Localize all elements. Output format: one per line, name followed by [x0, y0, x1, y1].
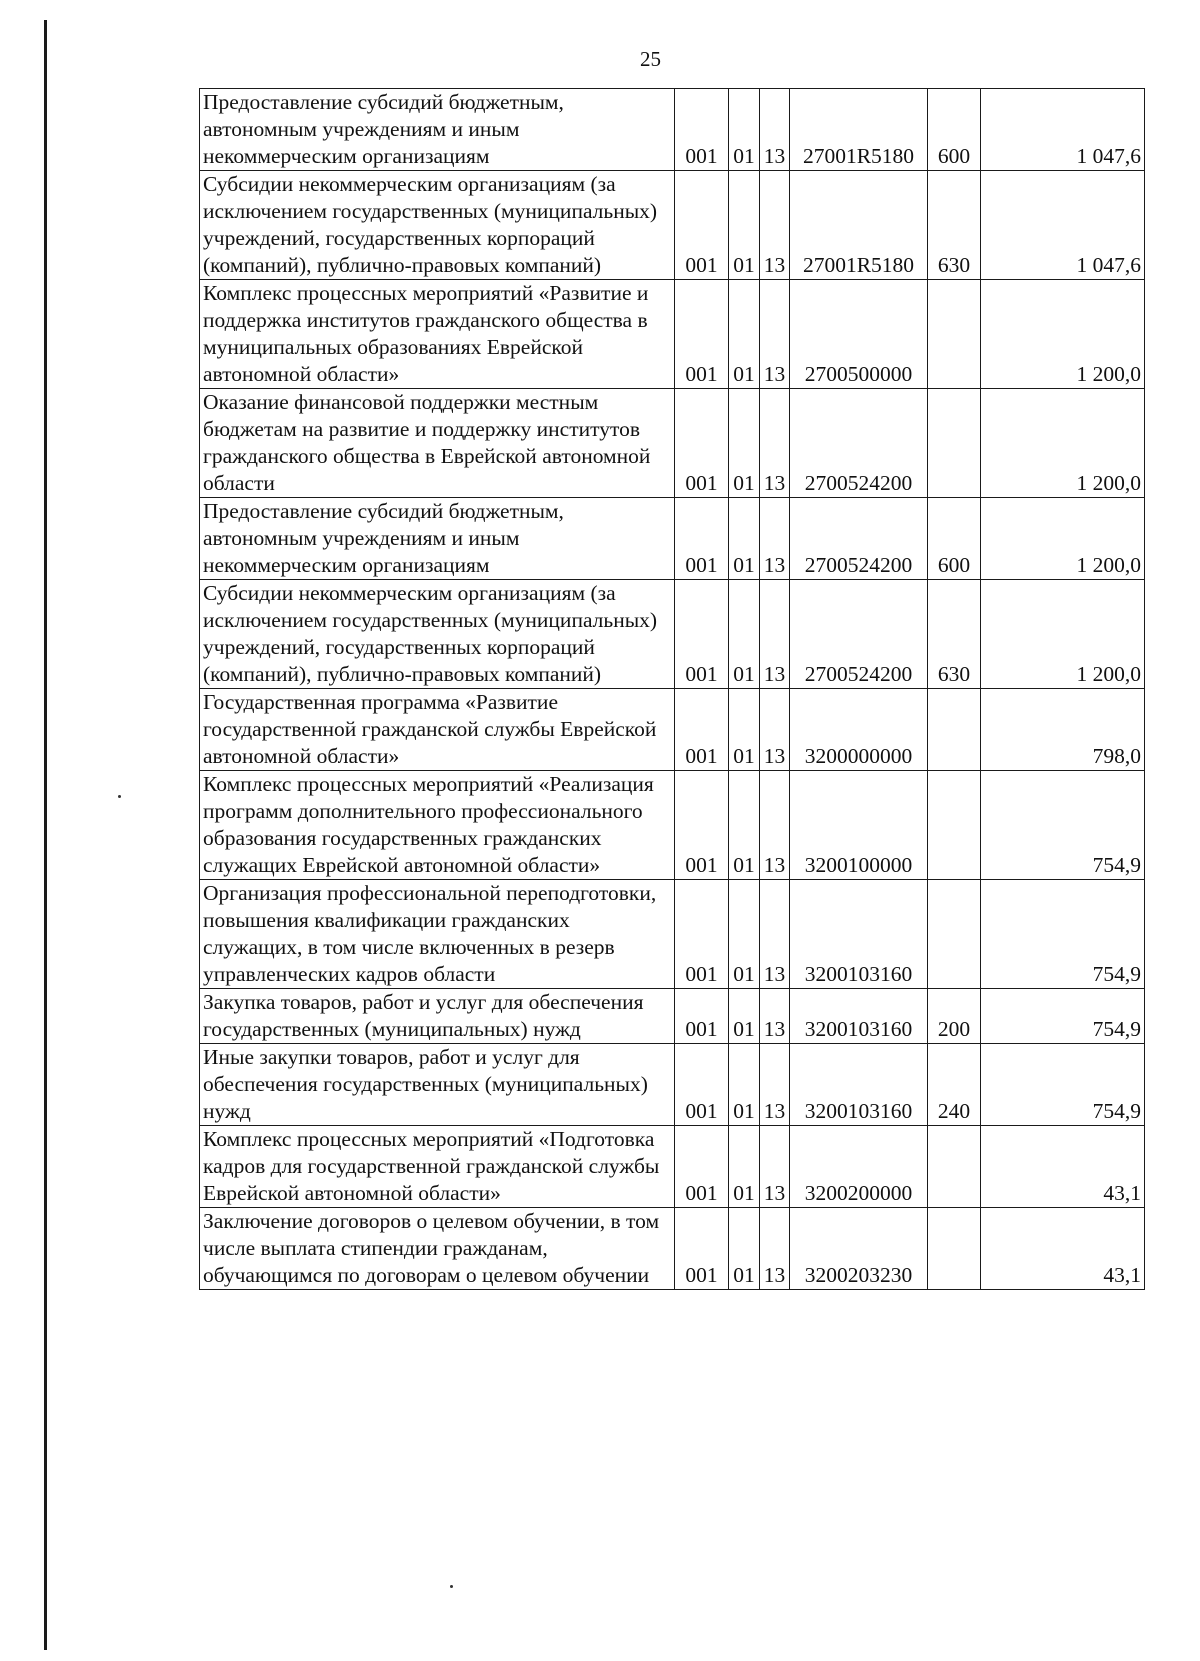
row-name-cell: Субсидии некоммерческим организациям (за исключением государственных (муниципальных) учреждений, государственных корпораций (компаний), публично-правовых компаний)	[200, 580, 675, 689]
row-vr-cell	[928, 880, 981, 989]
table-row	[200, 1126, 1145, 1208]
row-pr-cell: 13	[760, 689, 790, 771]
row-rz-cell: 01	[729, 580, 760, 689]
row-rz-cell: 01	[729, 1044, 760, 1126]
table-row	[200, 989, 1145, 1044]
row-vr-cell: 630	[928, 171, 981, 280]
row-csr-cell: 3200103160	[790, 880, 928, 989]
table-row	[200, 1208, 1145, 1290]
row-rz-cell: 01	[729, 498, 760, 580]
row-vr-cell: 630	[928, 580, 981, 689]
row-sum-cell: 798,0	[981, 689, 1145, 771]
row-pr-cell: 13	[760, 89, 790, 171]
row-sum-cell: 43,1	[981, 1208, 1145, 1290]
row-rz-cell: 01	[729, 880, 760, 989]
row-name-cell: Организация профессиональной переподготовки, повышения квалификации гражданских служащих, в том числе включенных в резерв управленческих кадров области	[200, 880, 675, 989]
row-vr-cell: 600	[928, 89, 981, 171]
row-csr-cell: 3200103160	[790, 1044, 928, 1126]
row-pr-cell: 13	[760, 1044, 790, 1126]
row-sum-cell: 754,9	[981, 880, 1145, 989]
row-csr-cell: 27001R5180	[790, 89, 928, 171]
row-vr-cell	[928, 771, 981, 880]
row-ved-cell: 001	[675, 389, 729, 498]
row-csr-cell: 3200100000	[790, 771, 928, 880]
row-csr-cell: 2700524200	[790, 389, 928, 498]
row-ved-cell: 001	[675, 1126, 729, 1208]
table-row	[200, 498, 1145, 580]
row-pr-cell: 13	[760, 498, 790, 580]
table-row	[200, 389, 1145, 498]
table-row	[200, 880, 1145, 989]
row-ved-cell: 001	[675, 1208, 729, 1290]
row-csr-cell: 2700500000	[790, 280, 928, 389]
row-name-cell: Предоставление субсидий бюджетным, автономным учреждениям и иным некоммерческим организациям	[200, 89, 675, 171]
row-sum-cell: 1 200,0	[981, 580, 1145, 689]
table-row	[200, 280, 1145, 389]
row-rz-cell: 01	[729, 1208, 760, 1290]
budget-table	[199, 88, 1145, 1290]
row-ved-cell: 001	[675, 989, 729, 1044]
row-sum-cell: 43,1	[981, 1126, 1145, 1208]
row-name-cell: Оказание финансовой поддержки местным бюджетам на развитие и поддержку институтов гражданского общества в Еврейской автономной области	[200, 389, 675, 498]
row-csr-cell: 2700524200	[790, 498, 928, 580]
row-rz-cell: 01	[729, 171, 760, 280]
row-sum-cell: 1 200,0	[981, 498, 1145, 580]
row-sum-cell: 1 200,0	[981, 280, 1145, 389]
row-sum-cell: 1 047,6	[981, 171, 1145, 280]
row-name-cell: Иные закупки товаров, работ и услуг для обеспечения государственных (муниципальных) нужд	[200, 1044, 675, 1126]
scan-speck	[118, 795, 121, 798]
row-sum-cell: 1 200,0	[981, 389, 1145, 498]
scan-speck	[450, 1585, 453, 1588]
page-number: 25	[640, 47, 661, 71]
row-ved-cell: 001	[675, 689, 729, 771]
row-csr-cell: 2700524200	[790, 580, 928, 689]
row-pr-cell: 13	[760, 280, 790, 389]
row-sum-cell: 1 047,6	[981, 89, 1145, 171]
row-sum-cell: 754,9	[981, 771, 1145, 880]
row-rz-cell: 01	[729, 280, 760, 389]
table-row	[200, 171, 1145, 280]
row-ved-cell: 001	[675, 171, 729, 280]
row-rz-cell: 01	[729, 389, 760, 498]
row-pr-cell: 13	[760, 1126, 790, 1208]
row-pr-cell: 13	[760, 580, 790, 689]
row-rz-cell: 01	[729, 1126, 760, 1208]
row-csr-cell: 3200103160	[790, 989, 928, 1044]
row-csr-cell: 3200000000	[790, 689, 928, 771]
row-sum-cell: 754,9	[981, 989, 1145, 1044]
row-name-cell: Комплекс процессных мероприятий «Подготовка кадров для государственной гражданской службы Еврейской автономной области»	[200, 1126, 675, 1208]
row-name-cell: Заключение договоров о целевом обучении, в том числе выплата стипендии гражданам, обучающимся по договорам о целевом обучении	[200, 1208, 675, 1290]
row-rz-cell: 01	[729, 771, 760, 880]
row-ved-cell: 001	[675, 880, 729, 989]
row-pr-cell: 13	[760, 771, 790, 880]
row-vr-cell	[928, 389, 981, 498]
row-ved-cell: 001	[675, 1044, 729, 1126]
row-ved-cell: 001	[675, 89, 729, 171]
table-row	[200, 1044, 1145, 1126]
row-name-cell: Предоставление субсидий бюджетным, автономным учреждениям и иным некоммерческим организациям	[200, 498, 675, 580]
row-rz-cell: 01	[729, 989, 760, 1044]
row-ved-cell: 001	[675, 280, 729, 389]
row-ved-cell: 001	[675, 498, 729, 580]
row-csr-cell: 27001R5180	[790, 171, 928, 280]
row-vr-cell	[928, 689, 981, 771]
row-rz-cell: 01	[729, 89, 760, 171]
row-name-cell: Комплекс процессных мероприятий «Реализация программ дополнительного профессионального образования государственных гражданских служащих Еврейской автономной области»	[200, 771, 675, 880]
row-name-cell: Комплекс процессных мероприятий «Развитие и поддержка институтов гражданского общества в муниципальных образованиях Еврейской автономной области»	[200, 280, 675, 389]
budget-table-body	[200, 89, 1145, 1290]
row-vr-cell: 600	[928, 498, 981, 580]
row-rz-cell: 01	[729, 689, 760, 771]
row-pr-cell: 13	[760, 1208, 790, 1290]
row-vr-cell	[928, 1126, 981, 1208]
row-name-cell: Закупка товаров, работ и услуг для обеспечения государственных (муниципальных) нужд	[200, 989, 675, 1044]
table-row	[200, 89, 1145, 171]
row-name-cell: Субсидии некоммерческим организациям (за исключением государственных (муниципальных) учреждений, государственных корпораций (компаний), публично-правовых компаний)	[200, 171, 675, 280]
row-vr-cell: 200	[928, 989, 981, 1044]
scan-left-edge-line	[44, 20, 47, 1650]
row-csr-cell: 3200203230	[790, 1208, 928, 1290]
row-sum-cell: 754,9	[981, 1044, 1145, 1126]
row-name-cell: Государственная программа «Развитие государственной гражданской службы Еврейской автономной области»	[200, 689, 675, 771]
row-csr-cell: 3200200000	[790, 1126, 928, 1208]
row-vr-cell	[928, 1208, 981, 1290]
row-ved-cell: 001	[675, 580, 729, 689]
row-pr-cell: 13	[760, 389, 790, 498]
row-pr-cell: 13	[760, 989, 790, 1044]
row-vr-cell: 240	[928, 1044, 981, 1126]
table-row	[200, 771, 1145, 880]
row-pr-cell: 13	[760, 880, 790, 989]
table-row	[200, 580, 1145, 689]
row-pr-cell: 13	[760, 171, 790, 280]
row-vr-cell	[928, 280, 981, 389]
row-ved-cell: 001	[675, 771, 729, 880]
table-row	[200, 689, 1145, 771]
